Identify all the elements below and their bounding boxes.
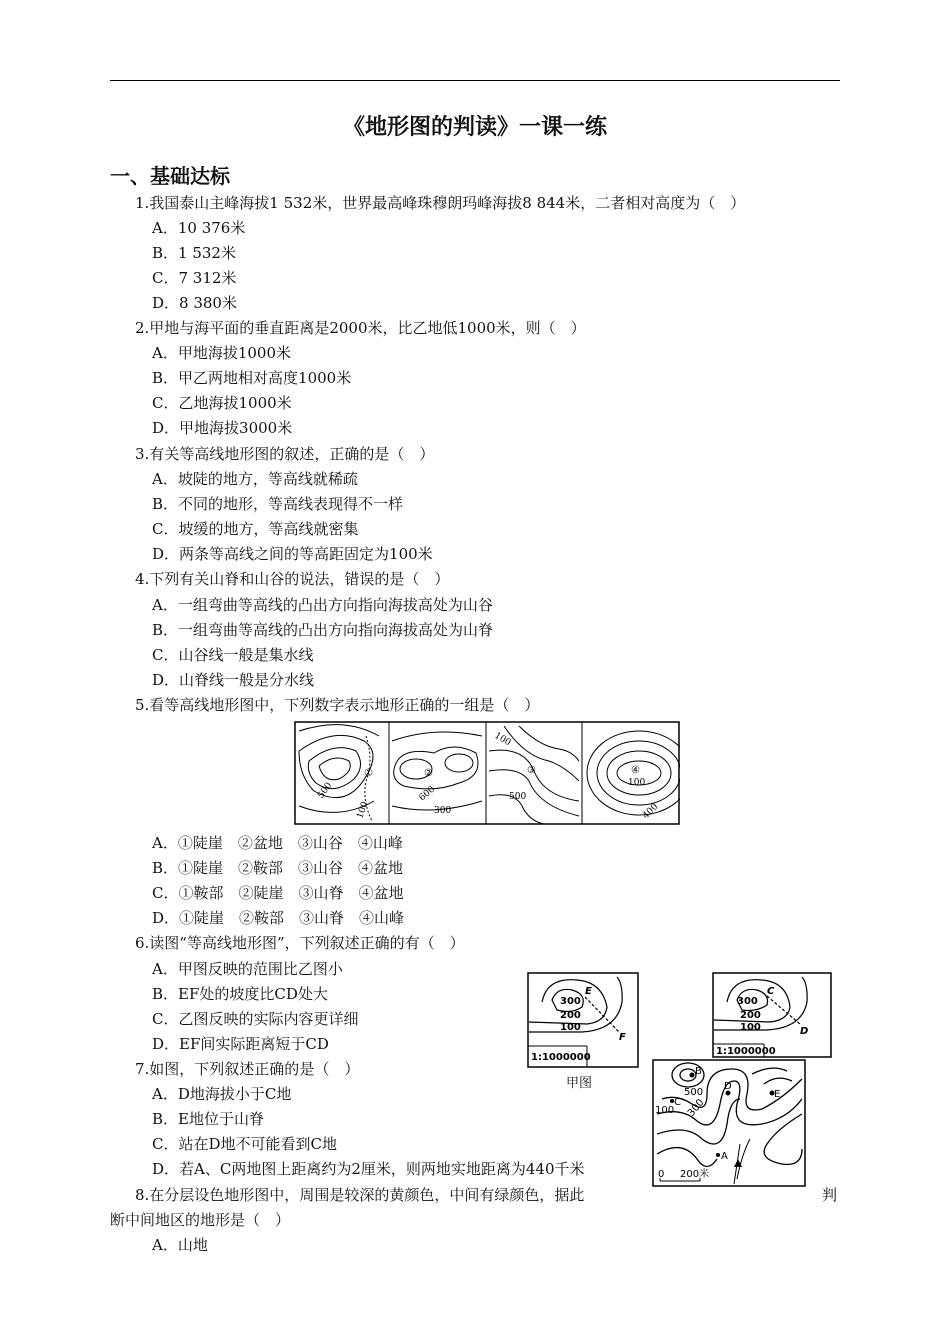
q5-option-b: B．①陡崖 ②鞍部 ③山谷 ④盆地 <box>152 859 404 877</box>
map-yi-label-200: 200 <box>740 1010 761 1021</box>
map-jia-label-100: 100 <box>560 1022 581 1033</box>
q7-option-a: A．D地海拔小于C地 <box>152 1085 292 1103</box>
q6-option-d: D．EF间实际距离短于CD <box>152 1035 329 1053</box>
q4-option-d: D．山脊线一般是分水线 <box>152 671 315 689</box>
q5-option-d: D．①陡崖 ②鞍部 ③山脊 ④山峰 <box>152 909 405 927</box>
q1-option-b: B．1 532米 <box>152 244 236 262</box>
map-jia-caption: 甲图 <box>566 1076 593 1091</box>
map-jia-label-300: 300 <box>560 996 581 1007</box>
q6-option-c: C．乙图反映的实际内容更详细 <box>152 1010 359 1028</box>
svg-text:600: 600 <box>417 784 438 804</box>
map-yi <box>712 972 832 1058</box>
header-rule <box>110 80 840 81</box>
svg-text:300: 300 <box>434 806 452 816</box>
map-q7-label-c: C <box>674 1097 681 1108</box>
svg-text:400: 400 <box>641 801 661 822</box>
q5-option-a: A．①陡崖 ②盆地 ③山谷 ④山峰 <box>152 834 403 852</box>
question-5-stem: 5.看等高线地形图中，下列数字表示地形正确的一组是（ ） <box>135 696 540 714</box>
svg-text:100: 100 <box>492 730 513 749</box>
q7-option-c: C．站在D地不可能看到C地 <box>152 1135 337 1153</box>
map-jia-scale: 1:1000000 <box>531 1052 591 1063</box>
svg-text:③: ③ <box>527 765 536 776</box>
q4-option-c: C．山谷线一般是集水线 <box>152 646 314 664</box>
map-yi-label-300: 300 <box>737 996 758 1007</box>
map-q7-scale-zero: 0 <box>658 1169 665 1180</box>
svg-text:①: ① <box>364 768 373 779</box>
map-q7 <box>652 1059 806 1187</box>
question-8-stem-end: 判 <box>822 1186 838 1204</box>
svg-text:100: 100 <box>628 778 646 788</box>
map-q7-label-500: 500 <box>684 1087 704 1098</box>
map-yi-label-d: D <box>800 1026 809 1037</box>
svg-text:④: ④ <box>631 765 640 776</box>
map-q7-label-300: 300 <box>685 1097 707 1119</box>
map-q7-label-e: E <box>774 1089 781 1100</box>
map-jia <box>527 972 639 1068</box>
q3-option-b: B．不同的地形，等高线表现得不一样 <box>152 495 404 513</box>
map-q7-scale-length: 200米 <box>680 1169 710 1180</box>
page-title: 《地形图的判读》一课一练 <box>342 115 607 140</box>
q8-option-a: A．山地 <box>152 1236 208 1254</box>
question-3-stem: 3.有关等高线地形图的叙述，正确的是（ ） <box>135 445 435 463</box>
map-q7-label-d: D <box>724 1081 732 1092</box>
question-7-stem: 7.如图，下列叙述正确的是（ ） <box>135 1060 360 1078</box>
q6-option-a: A．甲图反映的范围比乙图小 <box>152 960 343 978</box>
map-yi-label-c: C <box>767 986 775 997</box>
q1-option-c: C．7 312米 <box>152 269 237 287</box>
question-1-stem: 1.我国泰山主峰海拔1 532米，世界最高峰珠穆朗玛峰海拔8 844米，二者相对高度为（ ） <box>135 194 746 212</box>
question-2-stem: 2.甲地与海平面的垂直距离是2000米，比乙地低1000米，则（ ） <box>135 319 586 337</box>
svg-text:100: 100 <box>355 800 371 821</box>
q3-option-c: C．坡缓的地方，等高线就密集 <box>152 520 359 538</box>
map-q7-label-a: A <box>721 1151 728 1162</box>
svg-text:500: 500 <box>316 780 335 801</box>
map-q7-label-100: 100 <box>655 1105 675 1116</box>
map-jia-label-f: F <box>619 1032 626 1043</box>
q7-option-b: B．E地位于山脊 <box>152 1110 264 1128</box>
q1-option-a: A．10 376米 <box>152 219 246 237</box>
q2-option-c: C．乙地海拔1000米 <box>152 394 292 412</box>
svg-text:500: 500 <box>509 792 527 802</box>
q1-option-d: D．8 380米 <box>152 294 237 312</box>
section-heading: 一、基础达标 <box>110 164 230 188</box>
map-q7-label-b: B <box>695 1066 702 1077</box>
q3-option-d: D．两条等高线之间的等高距固定为100米 <box>152 545 433 563</box>
q6-option-b: B．EF处的坡度比CD处大 <box>152 985 328 1003</box>
question-4-stem: 4.下列有关山脊和山谷的说法，错误的是（ ） <box>135 570 450 588</box>
q4-option-b: B．一组弯曲等高线的凸出方向指向海拔高处为山脊 <box>152 621 494 639</box>
question-8-stem: 8.在分层设色地形图中，周围是较深的黄颜色，中间有绿颜色，据此 <box>135 1186 585 1204</box>
question-6-stem: 6.读图“等高线地形图”，下列叙述正确的有（ ） <box>135 934 465 952</box>
svg-text:②: ② <box>424 768 433 779</box>
q2-option-d: D．甲地海拔3000米 <box>152 419 293 437</box>
question-8-stem-cont: 断中间地区的地形是（ ） <box>110 1211 291 1229</box>
q5-option-c: C．①鞍部 ②陡崖 ③山脊 ④盆地 <box>152 884 404 902</box>
q3-option-a: A．坡陡的地方，等高线就稀疏 <box>152 470 358 488</box>
map-yi-label-100: 100 <box>740 1022 761 1033</box>
contour-figure-q5 <box>294 721 680 825</box>
q4-option-a: A．一组弯曲等高线的凸出方向指向海拔高处为山谷 <box>152 596 493 614</box>
q7-option-d: D．若A、C两地图上距离约为2厘米，则两地实地距离为440千米 <box>152 1160 585 1178</box>
map-jia-label-200: 200 <box>560 1010 581 1021</box>
q2-option-b: B．甲乙两地相对高度1000米 <box>152 369 352 387</box>
map-yi-scale: 1:1000000 <box>716 1046 776 1057</box>
map-jia-label-e: E <box>585 986 592 997</box>
q2-option-a: A．甲地海拔1000米 <box>152 344 292 362</box>
